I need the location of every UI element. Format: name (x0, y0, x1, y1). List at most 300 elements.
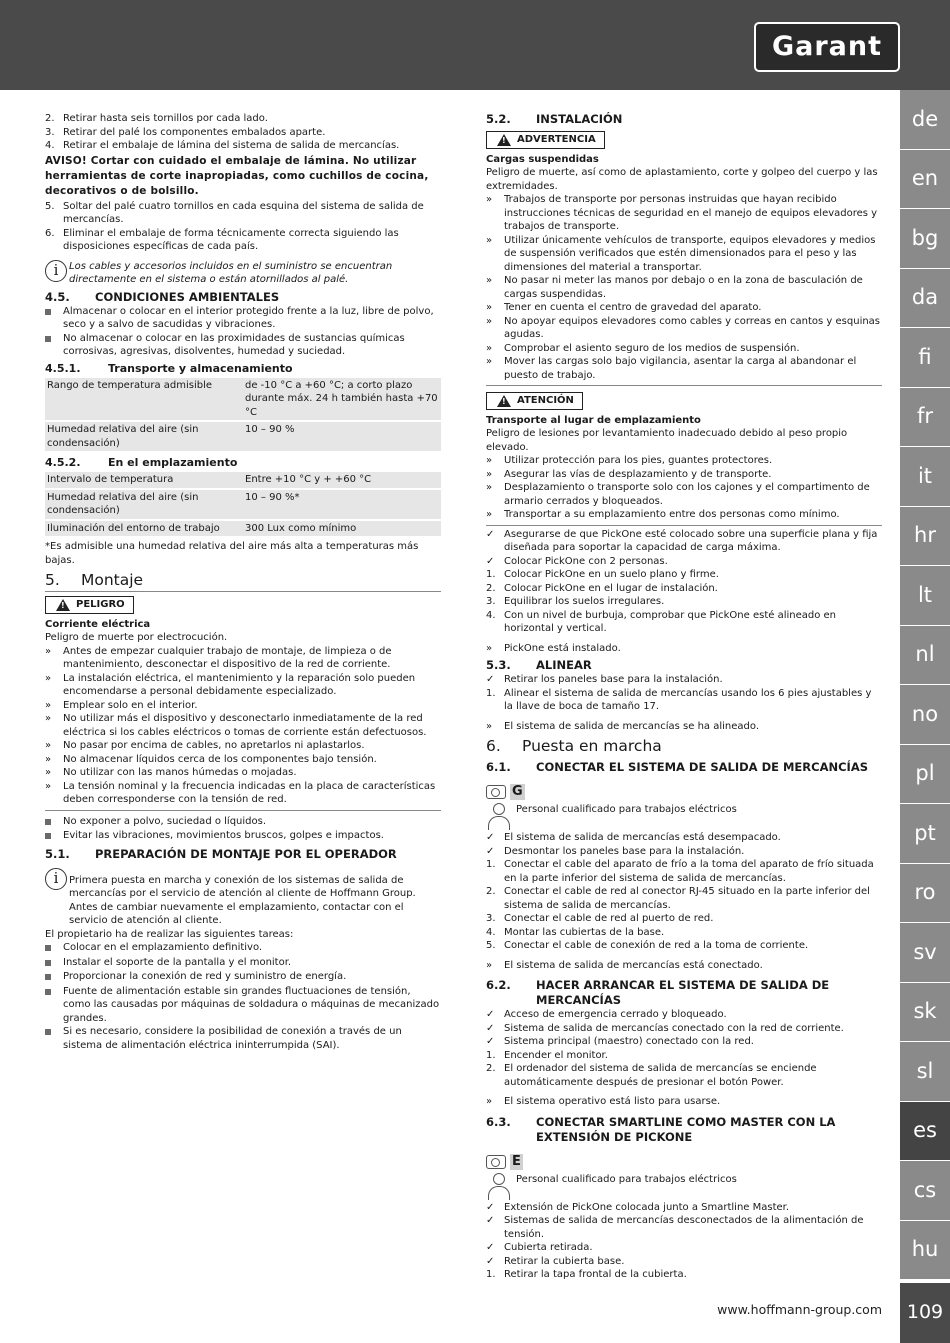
list-item (486, 454, 882, 468)
square-bullet-icon (45, 833, 51, 839)
list-marker (45, 970, 63, 985)
list-item-text: Utilizar únicamente vehículos de transporte, equipos elevadores y medios de suspensión verificados que estén dimensionados para el peso y las dimensiones del material a transportar. (504, 234, 876, 273)
table-cell: Humedad relativa del aire (sin condensación) (45, 489, 243, 520)
list-marker: » (486, 275, 493, 286)
table-cell: Intervalo de temperatura (45, 472, 243, 489)
list-item (486, 582, 882, 596)
list-item-text: Colocar PickOne en un suelo plano y firme. (504, 569, 719, 580)
warning-text: Peligro de muerte, así como de aplastamiento, corte y golpeo del cuerpo y las extremidades. (486, 167, 878, 192)
list-marker: ✓ (486, 1255, 495, 1267)
list-item (486, 555, 882, 569)
list-marker: 4. (486, 926, 496, 938)
table-cell: Entre +10 °C y + +60 °C (243, 472, 441, 489)
table-cell: de -10 °C a +60 °C; a corto plazo durante máx. 24 h también hasta +70 °C (243, 378, 441, 422)
list-marker: ✓ (486, 1022, 495, 1034)
danger-title: Corriente eléctrica (45, 618, 151, 630)
list-marker: » (45, 645, 52, 657)
list-marker: » (45, 672, 52, 684)
result-line (486, 1095, 882, 1109)
list-item (45, 753, 441, 767)
list-item (486, 342, 882, 356)
list-item (45, 712, 441, 739)
table-cell: Humedad relativa del aire (sin condensación) (45, 421, 243, 452)
square-bullet-icon (45, 960, 51, 966)
list-item (486, 885, 882, 912)
list-item (486, 959, 882, 973)
list-marker: » (486, 315, 493, 327)
list-marker: ✓ (486, 1201, 495, 1213)
list-marker (45, 829, 63, 844)
table-row (45, 472, 441, 489)
list-item-text: Retirar del palé los componentes embalados aparte. (63, 126, 326, 138)
list-item (486, 609, 882, 636)
warning-list (486, 193, 882, 386)
list-marker: » (486, 482, 493, 493)
list-marker: » (45, 740, 52, 751)
danger-label: ! PELIGRO (45, 596, 134, 614)
list-marker (45, 305, 63, 332)
list-marker (45, 956, 63, 971)
list-item-text: Colocar PickOne con 2 personas. (504, 555, 668, 567)
language-tab-sv[interactable]: sv (900, 923, 950, 983)
list-item (486, 831, 882, 845)
list-item-text: Asegurar las vías de desplazamiento y de transporte. (504, 468, 772, 480)
list-item-text: Extensión de PickOne colocada junto a Smartline Master. (504, 1201, 790, 1213)
list-marker: ✓ (486, 1036, 495, 1047)
list-item-text: Proporcionar la conexión de red y suministro de energía. (63, 971, 347, 982)
list-marker: 3. (486, 596, 496, 607)
section-heading: 6.1. CONECTAR EL SISTEMA DE SALIDA DE MERCANCÍAS (486, 760, 868, 774)
list-marker: ✓ (486, 845, 495, 857)
list-marker (45, 941, 63, 956)
list-marker: ✓ (486, 832, 495, 843)
warning-label: ! ADVERTENCIA (486, 131, 605, 149)
table-row (45, 489, 441, 520)
list-item (486, 1022, 882, 1036)
list-item-text: Retirar los paneles base para la instalación. (504, 674, 723, 685)
subsection-heading: 4.5.2. En el emplazamiento (45, 456, 238, 469)
camera-icon (486, 1155, 506, 1169)
list-marker (45, 985, 63, 1026)
list-marker: 1. (486, 1269, 496, 1280)
section-heading: 6.2. HACER ARRANCAR EL SISTEMA DE SALIDA DE MERCANCÍAS (486, 978, 830, 1007)
list-marker: 3. (45, 126, 55, 138)
list-item-text: Sistema principal (maestro) conectado con la red. (504, 1036, 754, 1047)
language-tab-de[interactable]: de (900, 90, 950, 150)
list-marker: » (486, 356, 493, 367)
person-icon (486, 1173, 514, 1201)
list-item (45, 941, 441, 956)
list-item-text: Conectar el cable del aparato de frío a la toma del aparato de frío situada en la parte inferior del sistema de salida de mercancías. (504, 859, 874, 884)
list-item (486, 468, 882, 482)
list-item-text: Instalar el soporte de la pantalla y el monitor. (63, 956, 292, 968)
list-item-text: PickOne está instalado. (504, 642, 621, 654)
list-marker: » (486, 468, 493, 480)
list-item-text: Colocar PickOne en el lugar de instalación. (504, 582, 718, 594)
page-number: 109 (900, 1283, 950, 1343)
list-item (45, 645, 441, 672)
list-item (486, 687, 882, 714)
list-item (45, 305, 441, 332)
notice-text: AVISO! Cortar con cuidado el embalaje de lámina. No utilizar herramientas de corte inapropiadas, como cuchillos de cocina, decorativos o de bolsillo. (45, 154, 429, 197)
square-bullet-icon (45, 819, 51, 825)
language-tabs (900, 90, 950, 1280)
list-marker: 1. (486, 687, 496, 699)
list-marker: 5. (486, 940, 496, 951)
language-tab-ro[interactable]: ro (900, 864, 950, 924)
left-column (45, 112, 441, 1052)
caution-text: Peligro de lesiones por levantamiento inadecuado debido al peso propio elevado. (486, 428, 848, 453)
square-bullet-icon (45, 336, 51, 342)
list-item-text: Eliminar el embalaje de forma técnicamente correcta siguiendo las disposiciones específicas de cada país. (63, 227, 399, 252)
list-marker: » (486, 302, 493, 313)
table-row (45, 520, 441, 538)
list-item-text: El ordenador del sistema de salida de mercancías se enciende automáticamente después de presionar el botón Power. (504, 1063, 817, 1088)
list-item-text: Utilizar protección para los pies, guantes protectores. (504, 455, 773, 466)
list-item (45, 699, 441, 713)
person-icon (486, 803, 514, 831)
list-item-text: Asegurarse de que PickOne esté colocado sobre una superficie plana y fija diseñada para soportar la capacidad de carga máxima. (504, 528, 878, 553)
list-item-text: Retirar la cubierta base. (504, 1255, 625, 1267)
step-list (45, 112, 441, 153)
list-item (486, 1268, 882, 1282)
info-icon: i (45, 260, 67, 282)
list-item (486, 301, 882, 315)
language-tab-da[interactable]: da (900, 269, 950, 329)
list-item-text: No apoyar equipos elevadores como cables y correas en cantos y esquinas agudas. (504, 315, 881, 340)
list-marker: » (486, 959, 493, 971)
list-item-text: Retirar hasta seis tornillos por cada lado. (63, 113, 268, 124)
list-item-text: Trabajos de transporte por personas instruidas que hayan recibido instrucciones técnicas de seguridad en el manejo de equipos elevadores y trabajos de transporte. (504, 194, 878, 232)
list-item-text: No almacenar o colocar en las proximidades de sustancias químicas corrosivas, agresivas, disolventes, humedad y suciedad. (63, 332, 405, 357)
list-marker: 1. (486, 569, 496, 580)
table-cell: Rango de temperatura admisible (45, 378, 243, 422)
table-cell: 10 – 90 % (243, 421, 441, 452)
list-item (486, 1201, 882, 1215)
result-line (486, 959, 882, 973)
list-item-text: Alinear el sistema de salida de mercancías usando los 6 pies ajustables y la llave de boca de tamaño 17. (504, 687, 872, 712)
list-marker (45, 332, 63, 359)
list-item (486, 845, 882, 859)
list-item-text: Comprobar el asiento seguro de los medios de suspensión. (504, 342, 800, 354)
table-row (45, 378, 441, 422)
list-item-text: No pasar por encima de cables, no apretarlos ni aplastarlos. (63, 740, 365, 751)
list-marker: 5. (45, 200, 55, 212)
warning-title: Cargas suspendidas (486, 153, 599, 165)
list-item-text: Desmontar los paneles base para la instalación. (504, 845, 745, 857)
right-column (486, 112, 882, 1282)
list-item (486, 568, 882, 582)
section-heading: 4.5. CONDICIONES AMBIENTALES (45, 289, 280, 304)
list-item-text: Soltar del palé cuatro tornillos en cada esquina del sistema de salida de mercancías. (63, 200, 424, 225)
list-marker: ✓ (486, 1215, 495, 1226)
list-marker: » (45, 699, 52, 711)
list-item (486, 673, 882, 687)
list-marker: ✓ (486, 528, 495, 540)
list-item-text: Retirar la tapa frontal de la cubierta. (504, 1269, 687, 1280)
list-item-text: Encender el monitor. (504, 1049, 608, 1061)
list-item (486, 1095, 882, 1109)
bullet-list (45, 941, 441, 1052)
caution-label: ! ATENCIÓN (486, 392, 583, 410)
list-marker: 2. (45, 113, 55, 124)
square-bullet-icon (45, 309, 51, 315)
language-tab-no[interactable]: no (900, 685, 950, 745)
spec-table (45, 378, 441, 454)
language-tab-it[interactable]: it (900, 447, 950, 507)
list-marker: » (486, 720, 493, 732)
step-list (45, 200, 441, 254)
list-item (45, 672, 441, 699)
table-cell: 10 – 90 %* (243, 489, 441, 520)
caution-title: Transporte al lugar de emplazamiento (486, 414, 701, 426)
warning-triangle-icon (497, 395, 511, 407)
language-tab-sk[interactable]: sk (900, 983, 950, 1043)
list-item (486, 274, 882, 301)
list-item (486, 234, 882, 275)
list-item (486, 939, 882, 953)
list-item (45, 815, 441, 830)
list-marker: » (45, 753, 52, 765)
language-tab-es[interactable]: es (900, 1102, 950, 1162)
list-marker: » (486, 455, 493, 466)
list-item (45, 126, 441, 140)
list-item-text: No almacenar líquidos cerca de los componentes bajo tensión. (63, 753, 377, 765)
list-item-text: Montar las cubiertas de la base. (504, 926, 665, 938)
personnel-text: Personal cualificado para trabajos eléctricos (516, 804, 737, 815)
caution-list (486, 454, 882, 526)
list-item-text: Sistemas de salida de mercancías desconectados de la alimentación de tensión. (504, 1215, 864, 1240)
step-list (486, 831, 882, 953)
danger-list (45, 645, 441, 811)
list-item-text: Conectar el cable de conexión de red a la toma de corriente. (504, 940, 809, 951)
list-item-text: Conectar el cable de red al conector RJ-45 situado en la parte inferior del sistema de salida de mercancías. (504, 886, 870, 911)
list-marker: » (45, 713, 52, 724)
list-item (486, 355, 882, 382)
table-note: *Es admisible una humedad relativa del aire más alta a temperaturas más bajas. (45, 541, 419, 566)
list-item (486, 926, 882, 940)
list-item-text: El sistema de salida de mercancías está desempacado. (504, 832, 781, 843)
info-note (45, 868, 441, 928)
list-item-text: No exponer a polvo, suciedad o líquidos. (63, 815, 267, 827)
list-item-text: Cubierta retirada. (504, 1242, 593, 1253)
qualification-letter: E (512, 1153, 521, 1169)
list-item (486, 1008, 882, 1022)
list-item-text: Desplazamiento o transporte solo con los cajones y el compartimento de armario cerrados y bloqueados. (504, 482, 870, 507)
list-item (486, 595, 882, 609)
section-heading: 6.3. CONECTAR SMARTLINE COMO MASTER CON LA EXTENSIÓN DE PICKONE (486, 1114, 836, 1144)
list-marker: » (486, 342, 493, 354)
list-item (45, 766, 441, 780)
list-item-text: No utilizar con las manos húmedas o mojadas. (63, 767, 297, 778)
list-item-text: Emplear solo en el interior. (63, 699, 198, 711)
list-item-text: Tener en cuenta el centro de gravedad del aparato. (504, 302, 762, 313)
list-item (45, 956, 441, 971)
list-item-text: Sistema de salida de mercancías conectado con la red de corriente. (504, 1022, 844, 1034)
language-tab-pl[interactable]: pl (900, 745, 950, 805)
list-item (45, 1025, 441, 1052)
result-line (486, 642, 882, 656)
list-item-text: Conectar el cable de red al puerto de red. (504, 913, 714, 924)
list-item (45, 739, 441, 753)
step-list (486, 1008, 882, 1089)
language-tab-cs[interactable]: cs (900, 1161, 950, 1221)
list-marker: » (486, 1096, 493, 1107)
list-item (45, 970, 441, 985)
chapter-heading: 6. Puesta en marcha (486, 737, 662, 755)
info-icon: i (45, 868, 67, 890)
list-item (486, 315, 882, 342)
list-item (45, 332, 441, 359)
danger-text: Peligro de muerte por electrocución. (45, 632, 228, 643)
list-item-text: Con un nivel de burbuja, comprobar que PickOne esté alineado en horizontal y vertical. (504, 609, 837, 634)
garant-logo: Garant (754, 22, 900, 72)
language-tab-en[interactable]: en (900, 150, 950, 210)
language-tab-hu[interactable]: hu (900, 1221, 950, 1281)
language-tab-hr[interactable]: hr (900, 507, 950, 567)
result-line (486, 720, 882, 734)
personnel-note (486, 1173, 882, 1201)
subsection-heading: 4.5.1. Transporte y almacenamiento (45, 361, 293, 375)
step-list (486, 1201, 882, 1282)
list-item-text: Retirar el embalaje de lámina del sistema de salida de mercancías. (63, 140, 400, 151)
square-bullet-icon (45, 945, 51, 951)
list-item (45, 829, 441, 844)
list-item-text: El sistema operativo está listo para usarse. (504, 1096, 721, 1107)
header-bar (0, 0, 950, 90)
language-tab-sl[interactable]: sl (900, 1042, 950, 1102)
bullet-list (45, 815, 441, 844)
list-item-text: Equilibrar los suelos irregulares. (504, 596, 665, 607)
list-item-text: Fuente de alimentación estable sin grandes fluctuaciones de tensión, como las causadas por máquinas de soldadura o máquinas de mecanizado grandes. (63, 985, 440, 1024)
list-marker: 3. (486, 913, 496, 924)
owner-intro: El propietario ha de realizar las siguientes tareas: (45, 928, 294, 940)
list-item-text: El sistema de salida de mercancías está conectado. (504, 959, 763, 971)
list-item (486, 1214, 882, 1241)
list-item-text: Colocar en el emplazamiento definitivo. (63, 942, 263, 953)
list-item-text: Acceso de emergencia cerrado y bloqueado. (504, 1009, 727, 1020)
qualification-badge (486, 1153, 882, 1171)
personnel-text: Personal cualificado para trabajos eléctricos (516, 1173, 737, 1185)
list-marker (45, 815, 63, 830)
list-item (486, 528, 882, 555)
list-item (486, 1255, 882, 1269)
language-tab-bg[interactable]: bg (900, 209, 950, 269)
square-bullet-icon (45, 989, 51, 995)
list-item (486, 858, 882, 885)
table-row (45, 421, 441, 452)
qualification-badge (486, 783, 882, 801)
list-item-text: Evitar las vibraciones, movimientos bruscos, golpes e impactos. (63, 830, 384, 841)
list-item-text: Si es necesario, considere la posibilidad de conexión a través de un sistema de alimentación eléctrica ininterrumpida (SAI). (63, 1026, 402, 1051)
list-marker: ✓ (486, 555, 495, 567)
step-list (486, 673, 882, 714)
section-heading: 5.1. PREPARACIÓN DE MONTAJE POR EL OPERADOR (45, 846, 397, 861)
square-bullet-icon (45, 974, 51, 980)
list-item-text: Transportar a su emplazamiento entre dos personas como mínimo. (504, 509, 840, 520)
language-tab-nl[interactable]: nl (900, 626, 950, 686)
step-list (486, 528, 882, 636)
list-item (486, 193, 882, 234)
list-marker: 4. (486, 609, 496, 621)
list-marker: 1. (486, 859, 496, 870)
list-item (45, 112, 441, 126)
list-item (486, 1049, 882, 1063)
list-item-text: La instalación eléctrica, el mantenimiento y la reparación solo pueden encomendarse a personal debidamente especializado. (63, 672, 416, 697)
list-marker: » (486, 642, 493, 654)
language-tab-pt[interactable]: pt (900, 804, 950, 864)
list-item-text: Mover las cargas solo bajo vigilancia, asentar la carga al abandonar el puesto de trabajo. (504, 356, 857, 381)
section-heading: 5.3. ALINEAR (486, 658, 592, 672)
bullet-list (45, 305, 441, 359)
list-item-text: El sistema de salida de mercancías se ha alineado. (504, 720, 759, 732)
camera-icon (486, 785, 506, 799)
list-item (486, 1062, 882, 1089)
list-item-text: Almacenar o colocar en el interior protegido frente a la luz, libre de polvo, seco y a salvo de sacudidas y vibraciones. (63, 305, 434, 330)
list-item (45, 139, 441, 153)
square-bullet-icon (45, 1029, 51, 1035)
list-marker: » (486, 509, 493, 520)
info-text: Los cables y accesorios incluidos en el suministro se encuentran directamente en el sistema o están atornillados al palé. (69, 260, 393, 285)
info-note (45, 260, 441, 287)
table-cell: Iluminación del entorno de trabajo (45, 520, 243, 538)
list-item-text: La tensión nominal y la frecuencia indicadas en la placa de características deben corresponderse con la tensión de red. (63, 780, 436, 805)
list-item (486, 720, 882, 734)
list-item (486, 1035, 882, 1049)
spec-table (45, 472, 441, 538)
footer-url[interactable]: www.hoffmann-group.com (717, 1302, 882, 1317)
table-cell: 300 Lux como mínimo (243, 520, 441, 538)
list-marker: » (486, 194, 493, 205)
warning-triangle-icon (497, 134, 511, 146)
list-item (486, 642, 882, 656)
list-marker: ✓ (486, 1009, 495, 1020)
language-tab-lt[interactable]: lt (900, 566, 950, 626)
list-item (486, 481, 882, 508)
section-heading: 5.2. INSTALACIÓN (486, 112, 623, 126)
list-marker: ✓ (486, 1242, 495, 1253)
list-marker: 2. (486, 886, 496, 897)
list-marker: » (45, 780, 52, 792)
chapter-heading: 5. Montaje (45, 570, 441, 592)
list-item-text: No pasar ni meter las manos por debajo o en la zona de basculación de cargas suspendidas. (504, 275, 863, 300)
list-item (486, 912, 882, 926)
language-tab-fr[interactable]: fr (900, 388, 950, 448)
list-item-text: No utilizar más el dispositivo y desconectarlo inmediatamente de la red eléctrica si los cables eléctricos o tomas de corriente están defectuosos. (63, 713, 427, 738)
list-marker: 1. (486, 1049, 496, 1061)
qualification-letter: G (512, 784, 523, 799)
list-marker: ✓ (486, 674, 495, 685)
list-marker: 6. (45, 227, 55, 239)
list-marker: » (45, 767, 52, 778)
info-text: Primera puesta en marcha y conexión de los sistemas de salida de mercancías por el servicio de atención al cliente de Hoffmann Group. Antes de cambiar nuevamente el emplazamiento, contactar con el servicio de atención al cliente. (69, 874, 416, 926)
list-item (486, 1241, 882, 1255)
warning-triangle-icon (56, 599, 70, 611)
list-item (45, 985, 441, 1026)
list-marker: 2. (486, 582, 496, 594)
personnel-note (486, 803, 882, 831)
list-item-text: Antes de empezar cualquier trabajo de montaje, de limpieza o de mantenimiento, desconectar el dispositivo de la red de corriente. (63, 645, 392, 670)
language-tab-fi[interactable]: fi (900, 328, 950, 388)
list-item (45, 200, 441, 227)
list-marker (45, 1025, 63, 1052)
list-item (45, 227, 441, 254)
list-marker: 4. (45, 140, 55, 151)
list-item (45, 780, 441, 807)
list-marker: 2. (486, 1063, 496, 1074)
list-marker: » (486, 234, 493, 246)
list-item (486, 508, 882, 522)
